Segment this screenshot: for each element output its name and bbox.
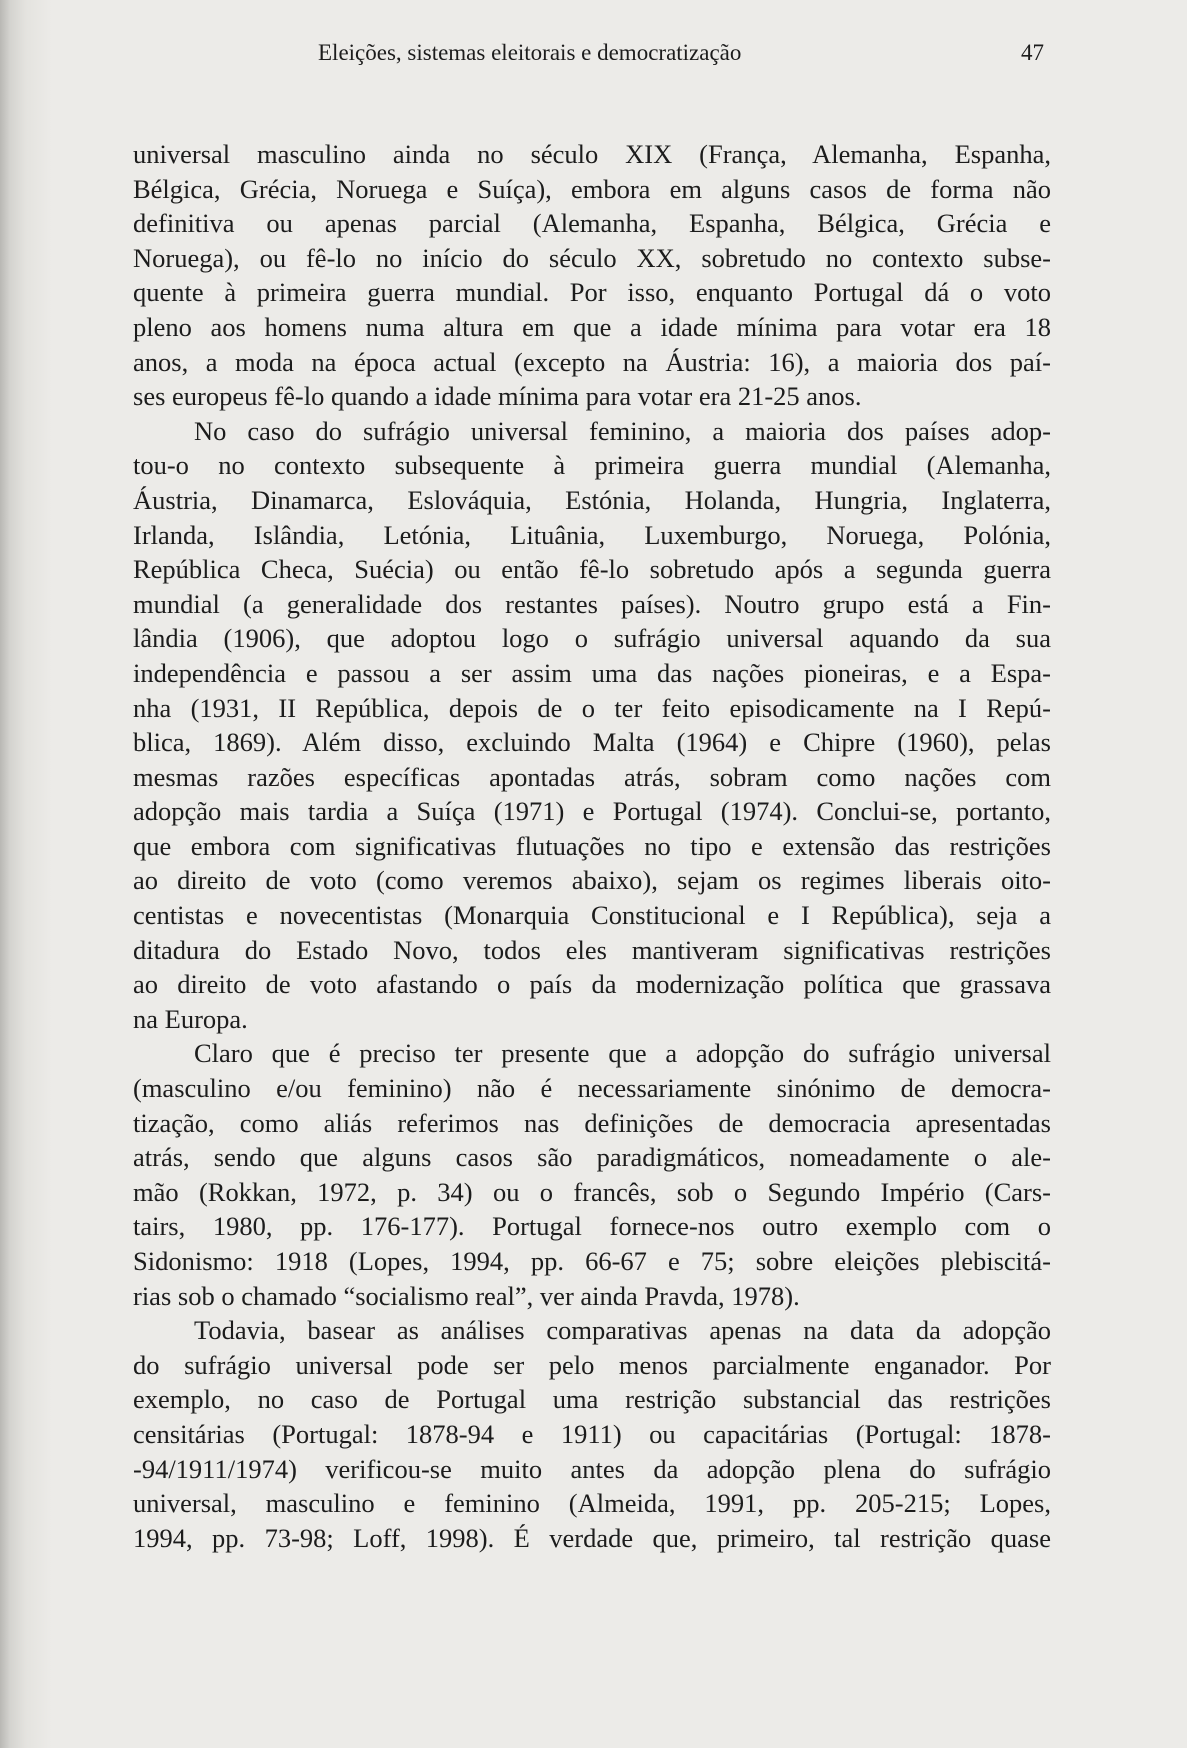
text-line: tou-o no contexto subsequente à primeira guerra mundial (Alemanha, xyxy=(133,450,1051,481)
text-line: pleno aos homens numa altura em que a idade mínima para votar era 18 xyxy=(133,311,1051,342)
text-line: Sidonismo: 1918 (Lopes, 1994, pp. 66-67 e 75; sobre eleições plebiscitá- xyxy=(133,1246,1051,1276)
text-line: Claro que é preciso ter presente que a adopção do sufrágio universal xyxy=(194,1038,1051,1069)
text-line: No caso do sufrágio universal feminino, a maioria dos países adop- xyxy=(194,415,1051,446)
text-line: ditadura do Estado Novo, todos eles mantiveram significativas restrições xyxy=(133,934,1051,965)
text-line: Noruega), ou fê-lo no início do século XX, sobretudo no contexto subse- xyxy=(133,242,1051,273)
text-line: universal masculino ainda no século XIX (França, Alemanha, Espanha, xyxy=(133,139,1051,169)
text-line: ao direito de voto (como veremos abaixo), sejam os regimes liberais oito- xyxy=(133,865,1051,896)
text-line: centistas e novecentistas (Monarquia Constitucional e I República), seja a xyxy=(133,900,1051,931)
text-line: nha (1931, II República, depois de o ter feito episodicamente na I Repú- xyxy=(133,692,1051,723)
text-line: atrás, sendo que alguns casos são paradigmáticos, nomeadamente o ale- xyxy=(133,1142,1051,1173)
paragraph xyxy=(133,414,1051,1037)
text-line: (masculino e/ou feminino) não é necessariamente sinónimo de democra- xyxy=(133,1073,1051,1104)
text-line: independência e passou a ser assim uma das nações pioneiras, e a Espa- xyxy=(133,657,1051,688)
text-line: censitárias (Portugal: 1878-94 e 1911) ou capacitárias (Portugal: 1878- xyxy=(133,1418,1051,1449)
text-line: quente à primeira guerra mundial. Por isso, enquanto Portugal dá o voto xyxy=(133,277,1051,308)
text-line: mundial (a generalidade dos restantes países). Noutro grupo está a Fin- xyxy=(133,588,1051,619)
paragraph xyxy=(133,1313,1051,1555)
text-line: Bélgica, Grécia, Noruega e Suíça), embora em alguns casos de forma não xyxy=(133,173,1051,204)
text-line: blica, 1869). Além disso, excluindo Malta (1964) e Chipre (1960), pelas xyxy=(133,727,1051,758)
text-line: mesmas razões específicas apontadas atrás, sobram como nações com xyxy=(133,761,1051,792)
text-line: mão (Rokkan, 1972, p. 34) ou o francês, sob o Segundo Império (Cars- xyxy=(133,1176,1051,1207)
text-line: Irlanda, Islândia, Letónia, Lituânia, Luxemburgo, Noruega, Polónia, xyxy=(133,519,1051,550)
text-line: lândia (1906), que adoptou logo o sufrágio universal aquando da sua xyxy=(133,623,1051,654)
text-line: 1994, pp. 73-98; Loff, 1998). É verdade que, primeiro, tal restrição quase xyxy=(133,1522,1051,1553)
paragraph xyxy=(133,137,1051,414)
text-line: universal, masculino e feminino (Almeida, 1991, pp. 205-215; Lopes, xyxy=(133,1488,1051,1519)
text-line: República Checa, Suécia) ou então fê-lo sobretudo após a segunda guerra xyxy=(133,554,1051,585)
page-number: 47 xyxy=(1021,40,1044,65)
text-line: adopção mais tardia a Suíça (1971) e Portugal (1974). Conclui-se, portanto, xyxy=(133,796,1051,827)
running-title: Eleições, sistemas eleitorais e democratização xyxy=(318,40,742,65)
text-line: na Europa. xyxy=(133,1003,248,1034)
text-line: que embora com significativas flutuações no tipo e extensão das restrições xyxy=(133,830,1051,861)
text-line: do sufrágio universal pode ser pelo menos parcialmente enganador. Por xyxy=(133,1349,1051,1380)
body-text xyxy=(133,137,1051,1555)
text-line: anos, a moda na época actual (excepto na Áustria: 16), a maioria dos paí- xyxy=(133,346,1051,377)
text-line: definitiva ou apenas parcial (Alemanha, Espanha, Bélgica, Grécia e xyxy=(133,208,1051,239)
text-line: ses europeus fê-lo quando a idade mínima para votar era 21-25 anos. xyxy=(133,381,862,412)
text-line: tização, como aliás referimos nas definições de democracia apresentadas xyxy=(133,1107,1051,1138)
text-line: tairs, 1980, pp. 176-177). Portugal fornece-nos outro exemplo com o xyxy=(133,1211,1051,1242)
text-line: -94/1911/1974) verificou-se muito antes da adopção plena do sufrágio xyxy=(133,1453,1051,1484)
text-line: rias sob o chamado “socialismo real”, ver ainda Pravda, 1978). xyxy=(133,1280,800,1311)
text-line: exemplo, no caso de Portugal uma restrição substancial das restrições xyxy=(133,1384,1051,1415)
text-line: ao direito de voto afastando o país da modernização política que grassava xyxy=(133,969,1051,1000)
paragraph xyxy=(133,1036,1051,1313)
text-line: Todavia, basear as análises comparativas apenas na data da adopção xyxy=(194,1315,1051,1346)
text-line: Áustria, Dinamarca, Eslováquia, Estónia, Holanda, Hungria, Inglaterra, xyxy=(133,484,1051,515)
